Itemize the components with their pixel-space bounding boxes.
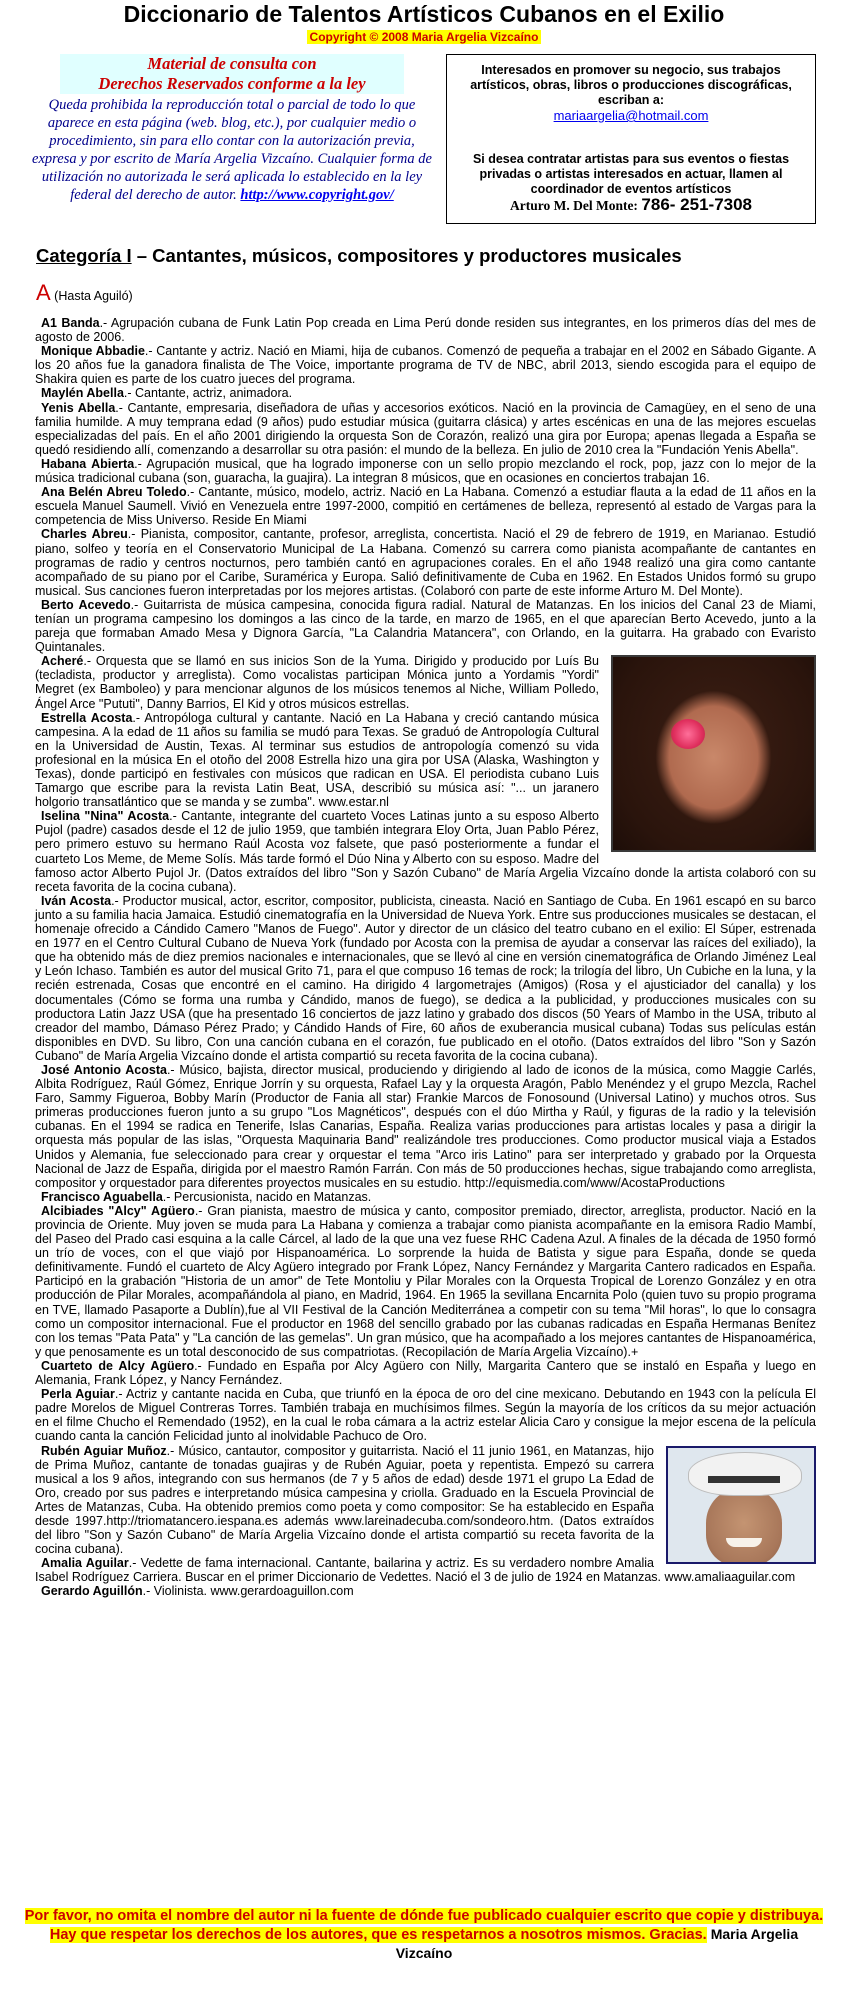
entry-name: José Antonio Acosta	[41, 1062, 167, 1077]
entry-text: .- Productor musical, actor, escritor, compositor, publicista, cineasta. Nació en Santiago de Cuba. En 1961 escapó en su barco junto a su familia hacia Jamaica. Estudió cinematografía en la Universidad de Nueva York. Entre sus producciones musicales se destacan, el homenaje ofrecido a Cándido Camero "Manos de Fuego". Autor y director de un clásico del teatro cubano en el exilio: El Súper, estrenada en 1977 en el Centro Cultural Cubano de Nueva York (fundado por Acosta con la premisa de ayudar a conservar las raíces del exiliado), la que ha obtenido más de diez premios nacionales e internacionales, que se llevó al cine en versión cinematográfica de Orlando Jiménez Leal y León Ichaso. También es autor del musical Grito 71, para el que compuso 16 temas de rock; la trilogía del libro, Un Cubiche en la luna, y la recién estrenada, Cosas que encontré en el camino. Ha dirigido 4 largometrajes (Amigos) (Rosa y el ajusticiador del canalla) y los documentales (Cómo se forma una rumba y Cándido, manos de fuego), se dedica a la publicidad, y producciones musicales con su productora Latin Jazz USA (que ha presentado 16 conciertos de jazz latino y grabado dos discos (50 Years of Mambo in the USA, tributo al creador del mambo, Dámaso Pérez Prado; y Cándido Hands of Fire, 60 años de exuberancia musical cubana) Todas sus películas están disponibles en DVD. Su libro, Con una canción cubana en el corazón, fue publicado en el otoño. (Datos extraídos del libro "Son y Sazón Cubano" de María Argelia Vizcaíno donde el artista compartió su receta favorita de la cocina cubana).	[35, 893, 816, 1063]
entry	[35, 1204, 816, 1359]
hat	[688, 1452, 802, 1496]
entry-text: .- Cantante y actriz. Nació en Miami, hija de cubanos. Comenzó de pequeña a trabajar en el 2002 en Sábado Gigante. A los 20 años fue la ganadora finalista de The Voice, importante programa de TV de NBC, abril 2013, siendo escogida para el equipo de Shakira quien es parte de los cuatro jueces del programa.	[35, 344, 816, 387]
entry-text: .- Agrupación cubana de Funk Latin Pop creada en Lima Perú donde residen sus integrantes, en los primeros días del mes de agosto de 2006.	[35, 316, 816, 345]
entry-text: .- Pianista, compositor, cantante, profesor, arreglista, concertista. Nació el 29 de febrero de 1919, en Marianao. Estudió piano, solfeo y teoría en el Conservatorio Municipal de La Habana. Comenzó su carrera como pianista acompañante de cantantes en programas de radio y centros nocturnos, pero también cantó en agrupaciones corales. En el año 1948 realizó una gira como cantante acompañado de su piano por el Caribe, Suramérica y Europa. Salió definitivamente de Cuba en 1962. En Estados Unidos formó su grupo musical. Sus canciones fueron interpretadas por los mejores artistas. (Colaboró con parte de este informe Arturo M. Del Monte).	[35, 527, 816, 598]
entry-name: Maylén Abella	[41, 386, 124, 401]
artist-photo-man	[666, 1446, 816, 1564]
hair-flower	[671, 719, 705, 749]
entry	[35, 386, 816, 400]
entry-text: .- Antropóloga cultural y cantante. Nació en La Habana y creció cantando música campesina. A la edad de 11 años su familia se mudó para Texas. Se graduó de Antropología Cultural en la Universidad de Austin, Texas. Al terminar sus estudios de antropología comenzó su vida profesional en la música En el otoño del 2008 Estrella hizo una gira por USA (Alaska, Washington y Texas), donde participó en festivales con músicos que radican en USA. El periodista cubano Luis Tamargo que escribe para la revista Latin Beat, USA, describió su música así: "... un jaranero holgorio transatlántico que se manda y se zumba". www.estar.nl	[35, 710, 600, 810]
entry-name: Gerardo Aguillón	[41, 1584, 143, 1599]
contact-box	[446, 54, 816, 224]
notice-body-text: Queda prohibida la reproducción total o parcial de todo lo que aparece en esta página (web. blog, etc.), por cualquier medio o procedimiento, sin para ello contar con la autorización previa, expresa y por escrito de María Argelia Vizcaíno. Cualquier forma de utilización no autorizada le será aplicada lo establecido en la ley federal del derecho de autor.	[32, 97, 432, 203]
artist-photo-woman	[611, 655, 816, 852]
entry	[35, 344, 816, 386]
entry-text: .- Fundado en España por Alcy Agüero con Nilly, Margarita Cantero que se instaló en España y luego en Alemania, Frank López, y Nancy Fernández.	[35, 1358, 816, 1388]
entry-name: Monique Abbadie	[41, 344, 145, 359]
category-title: – Cantantes, músicos, compositores y productores musicales	[136, 245, 682, 266]
entry-text: .- Orquesta que se llamó en sus inicios Son de la Yuma. Dirigido y producido por Luís Bu (tecladista, productor y arreglista). Como vocalistas participan Mónica junto a Yordamis "Yordi" Megret (ex Bamboleo) y para mencionar algunos de los músicos tenemos al Niche, William Polledo, Ángel Arce "Pututi", Danny Barrios, El Kid y otros músicos estrellas.	[35, 654, 599, 711]
entry-name: Acheré	[41, 654, 84, 669]
hat-band	[708, 1476, 780, 1483]
entry-text: .- Gran pianista, maestro de música y canto, compositor premiado, director, arreglista, productor. Nació en la provincia de Oriente. Muy joven se muda para La Habana y comienza a trabajar como pianista acompañante en la emisora Radio Mambí, del Paseo del Prado casi esquina a la calle Cárcel, al lado de la que una vez fuese RHC Cadena Azul. A finales de la década de 1950 formó un trío de voces, con el que viajó por Hispanoamérica. Lo sorprende la huida de Batista y sigue para España, donde se queda definitivamente. Fundó el cuarteto de Alcy Agüero integrado por Frank López, Nancy Fernández y Margarita Cantero radicados en España. Participó en la grabación "Historia de un amor" de Tete Montoliu y Pilar Morales con la Orquesta Tropical de Lorenzo González y en otra producción de Pilar Morales, acompañándola al piano, en Madrid, 1964. En 1965 la sevillana Encarnita Polo (quien tuvo su propio programa en TVE, llamado Pasaporte a Dublín),fue al VII Festival de la Canción Mediterránea a competir con su tema "Mil horas", lo que lo consagra como un compositor internacional. Fue el productor en 1968 del sencillo grabado por las cubanas radicadas en España Hermanas Benítez con los temas "Pata Pata" y "La canción de las gemelas". Un gran músico, que ha acompañado a los mejores cantantes de Hispanoamérica, y que penosamente es un total desconocido de sus compatriotas. (Recopilación de María Argelia Vizcaíno).+	[35, 1203, 817, 1359]
category-label: Categoría I	[36, 245, 132, 266]
footer-warning: Por favor, no omita el nombre del autor ni la fuente de dónde fue publicado cualquier escrito que copie y distribuya. Hay que respetar los derechos de los autores, que es respetarnos a nosotros mismos. Gracias.	[24, 1908, 824, 1943]
entry-name: Estrella Acosta	[41, 710, 133, 725]
section-range: (Hasta Aguiló)	[54, 289, 133, 303]
footer-note	[20, 1907, 828, 1963]
entry-name: Habana Abierta	[41, 456, 135, 471]
entry-text: .- Violinista. www.gerardoaguillon.com	[142, 1584, 354, 1599]
entry-text: .- Músico, cantautor, compositor y guitarrista. Nació el 11 junio 1961, en Matanzas, hijo de Prima Muñoz, cantante de tonadas guajiras y de Rubén Aguiar, poeta y repentista. Empezó su carrera musical a los 9 años, integrando con sus hermanos (de 7 y 5 años de edad) desde 1971 el grupo La Edad de Oro, creado por sus padres e interpretando música campesina y criolla. Graduado en la Escuela Provincial de Artes de Matanzas, Cuba. Ha obtenido premios como poeta y como compositor: Se ha establecido en España desde 1997.http://triomatancero.iespana.es además www.lareinadecuba.com/sondeoro.htm. (Datos extraídos del libro "Son y Sazón Cubano" de María Argelia Vizcaíno donde el artista compartió su receta favorita de la cocina cubana).	[35, 1443, 654, 1557]
entry	[35, 598, 816, 654]
entry-text: .- Músico, bajista, director musical, produciendo y dirigiendo al lado de iconos de la música, como Maggie Carlés, Albita Rodríguez, Raúl Gómez, Enrique Jorrín y su orquesta, Rafael Lay y la orquesta Aragón, Pablo Menéndez y el grupo Mezcla, Rachel Faro, Sammy Figueroa, Bobby Marín (Productor de Fania all star) Frankie Marcos de Fonosound (Universal Latino) y muchos otros. Sus primeras producciones fueron junto a su grupo "Los Magnéticos", después con el dúo Mirtha y Raúl, y figuras de la radio y la televisión cubanas. En el 1994 se radica en Tenerife, Islas Canarias, España. Realiza varias producciones para artistas locales y pasa a dirigir la orquesta más popular de las islas, "Orquesta Maquinaria Band" realizándole tres producciones. Como productor musical viaja a Estados Unidos y Alemania, fue seleccionado para crear y orquestar el tema "Arco iris Latino" para ser interpretado y grabado por la Orquesta Nacional de Jazz de España, dirigida por el maestro Ramón Farrán. Con más de 50 producciones hechas, sigue trabajando como arreglista, compositor y orquestador para diferentes proyectos musicales en su estudio. http://equismedia.com/www/AcostaProductions	[35, 1062, 816, 1190]
entry	[35, 316, 816, 344]
copyright-notice	[30, 54, 434, 230]
entry-text: .- Cantante, empresaria, diseñadora de uñas y accesorios exóticos. Nació en la provincia de Camagüey, en el seno de una familia humilde. A muy temprana edad (9 años) pudo estudiar música (guitarra clásica) y artes escénicas en una de las mejores escuelas especializadas del país. En el año 2001 dirigiendo la orquesta Son de Corazón, realizó una gira por Europa; apenas llegada a España se quedó residiendo allí, comenzando a desarrollar su otra pasión: el mundo de la belleza. En julio de 2010 crea la "Fundación Yenis Abella".	[35, 400, 816, 457]
entry	[35, 1584, 816, 1598]
notice-title-line2: Derechos Reservados conforme a la ley	[60, 74, 404, 94]
notice-title-line1: Material de consulta con	[60, 54, 404, 74]
category-heading	[36, 245, 682, 267]
entry-name: Alcibiades "Alcy" Agüero	[41, 1203, 195, 1218]
entry-text: .- Vedette de fama internacional. Cantante, bailarina y actriz. Es su verdadero nombre Amalia Isabel Rodríguez Carriera. Buscar en el primer Diccionario de Vedettes. Nació el 3 de julio de 1924 en Matanzas. www.amaliaaguilar.com	[35, 1556, 796, 1585]
entry-text: .- Actriz y cantante nacida en Cuba, que triunfó en la época de oro del cine mexicano. Debutando en 1943 con la película El padre Morelos de Miguel Contreras Torres. También trabaja en muchísimos filmes. Según la mayoría de los críticos da su mejor actuación en el filme Chucho el Remendado (1952), en la cual le roba cámara a la actriz estelar Alicia Caro y consigue la mejor escena de la película cuando canta la canción Felicidad junto al inolvidable Pachuco de Oro.	[35, 1387, 816, 1444]
entry	[35, 894, 816, 1063]
entry	[35, 1063, 816, 1190]
entry-name: Berto Acevedo	[41, 597, 131, 612]
entry-text: .- Cantante, actriz, animadora.	[123, 386, 293, 401]
entry	[35, 527, 816, 597]
entry-name: Yenis Abella	[41, 400, 116, 415]
coordinator-name: Arturo M. Del Monte:	[509, 198, 638, 213]
smile	[726, 1538, 762, 1547]
face	[706, 1488, 782, 1564]
copyright-line	[0, 28, 848, 46]
entry-text: .- Percusionista, nacido en Matanzas.	[162, 1189, 372, 1204]
entry	[35, 1387, 816, 1443]
entry	[35, 1359, 816, 1387]
entry	[35, 485, 816, 527]
section-letter: A	[36, 280, 51, 305]
entry-list	[35, 316, 816, 1599]
entry-name: Amalia Aguilar	[41, 1556, 129, 1571]
email-link[interactable]: mariaargelia@hotmail.com	[553, 108, 709, 123]
contract-text: Si desea contratar artistas para sus eventos o fiestas privadas o artistas interesados en actuar, llamen al coordinador de eventos artísticos	[472, 152, 790, 196]
entry-text: .- Guitarrista de música campesina, conocida figura radial. Natural de Matanzas. En los inicios del Canal 23 de Miami, tenían un programa campesino los domingos a las cinco de la tarde, en marzo de 1965, en el que aparecían Berto Acevedo, junto a la pareja que formaban Amado Mesa y Dignora García, "La Calandria Matancera", con Orlando, en la guitarra. Ha grabado con Evaristo Quintanales.	[35, 597, 816, 655]
entry-name: Ana Belén Abreu Toledo	[41, 485, 187, 500]
coordinator-phone: 786- 251-7308	[641, 195, 753, 214]
entry-name: Iselina "Nina" Acosta	[41, 809, 170, 824]
entry-name: Cuarteto de Alcy Agüero	[41, 1358, 195, 1373]
entry-text: .- Agrupación musical, que ha logrado imponerse con un sello propio mezclando el rock, pop, jazz con lo mejor de la música tradicional cubana (son, guaracha, la guajira). La integran 8 músicos, que en ocasiones en conciertos trabajan 16.	[35, 456, 816, 486]
entry-name: Rubén Aguiar Muñoz	[41, 1443, 167, 1458]
entry-name: Charles Abreu	[41, 527, 128, 542]
entry-name: Iván Acosta	[41, 893, 112, 908]
entry	[35, 1190, 816, 1204]
entry-text: .- Cantante, músico, modelo, actriz. Nació en La Habana. Comenzó a estudiar flauta a la edad de 11 años en la escuela Manuel Saumell. Vivió en Venezuela entre 1997-2000, compitió en certámenes de belleza, representó al estado de Vargas para la competencia de Miss Universo. Reside En Miami	[35, 485, 816, 528]
notice-body	[30, 96, 434, 204]
entry-name: Perla Aguiar	[41, 1387, 115, 1402]
copyright-text: Copyright © 2008 Maria Argelia Vizcaíno	[307, 30, 542, 44]
entry-text: .- Cantante, integrante del cuarteto Voces Latinas junto a su esposo Alberto Pujol (padre) casados desde el 12 de julio 1959, que también integrara Eloy Orta, Juan Pablo Pérez, pero primero estuvo su hermano Raúl Acosta voz falsete, que pasó posteriormente a fundar el cuarteto Los Meme, de Meme Solís. Más tarde formó el Dúo Nina y Alberto con su esposo. Madre del famoso actor Alberto Pujol Jr. (Datos extraídos del libro "Son y Sazón Cubano" de María Argelia Vizcaíno donde la artista colaboró con su receta favorita de la cocina cubana).	[35, 809, 816, 894]
entry-name: Francisco Aguabella	[41, 1189, 163, 1204]
promo-text: Interesados en promover su negocio, sus trabajos artísticos, obras, libros o producciones discográficas, escriban a:	[470, 63, 792, 107]
entry-name: A1 Banda	[41, 316, 100, 330]
section-heading	[36, 280, 133, 306]
entry	[35, 401, 816, 457]
entry	[35, 457, 816, 485]
footer-author: Maria Argelia Vizcaíno	[395, 1926, 799, 1961]
copyright-gov-link[interactable]: http://www.copyright.gov/	[240, 187, 394, 203]
page-title: Diccionario de Talentos Artísticos Cubanos en el Exilio	[123, 1, 725, 27]
